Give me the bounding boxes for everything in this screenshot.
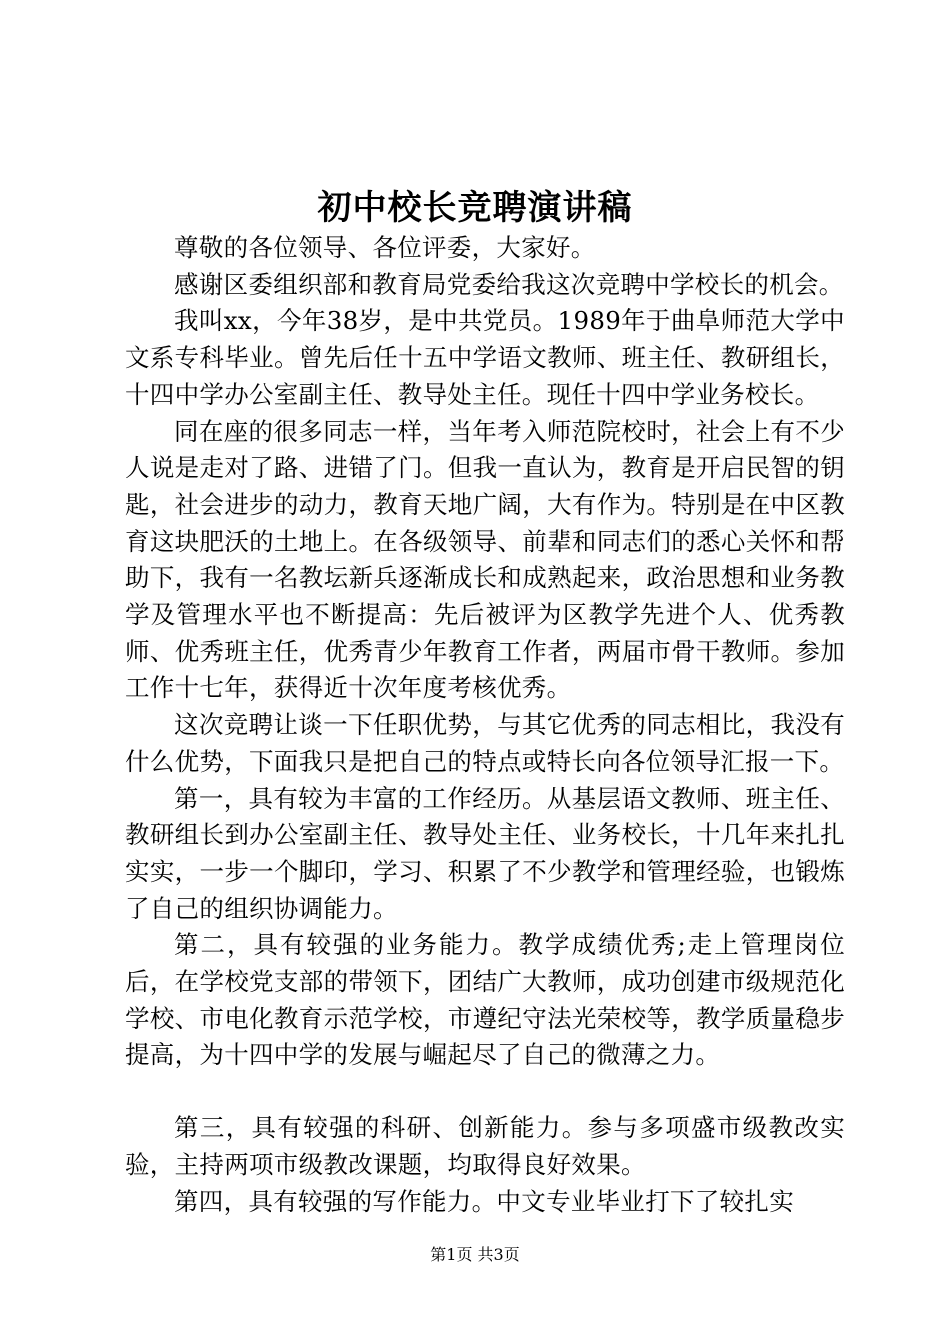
paragraph-advantages-intro: 这次竞聘让谈一下任职优势，与其它优秀的同志相比，我没有什么优势，下面我只是把自己的特点或特长向各位领导汇报一下。	[125, 710, 845, 776]
paragraph-introduction: 我叫xx，今年38岁，是中共党员。1989年于曲阜师范大学中文系专科毕业。曾先后任十五中学语文教师、班主任、教研组长，十四中学办公室副主任、教导处主任。现任十四中学业务校长。	[125, 306, 845, 409]
paragraph-advantage-first: 第一，具有较为丰富的工作经历。从基层语文教师、班主任、教研组长到办公室副主任、教导处主任、业务校长，十几年来扎扎实实，一步一个脚印，学习、积累了不少教学和管理经验，也锻炼了自己的组织协调能力。	[125, 783, 845, 923]
paragraph-greeting: 尊敬的各位领导、各位评委，大家好。	[174, 233, 596, 262]
paragraph-career-background: 同在座的很多同志一样，当年考入师范院校时，社会上有不少人说是走对了路、进错了门。但我一直认为，教育是开启民智的钥匙，社会进步的动力，教育天地广阔，大有作为。特别是在中区教育这块肥沃的土地上。在各级领导、前辈和同志们的悉心关怀和帮助下，我有一名教坛新兵逐渐成长和成熟起来，政治思想和业务教学及管理水平也不断提高：先后被评为区教学先进个人、优秀教师、优秀班主任，优秀青少年教育工作者，两届市骨干教师。参加工作十七年，获得近十次年度考核优秀。	[125, 416, 845, 703]
document-body	[125, 230, 845, 1220]
paragraph-thanks: 感谢区委组织部和教育局党委给我这次竞聘中学校长的机会。	[174, 269, 844, 299]
page-number-footer: 第1页 共3页	[430, 1245, 520, 1264]
paragraph-advantage-second: 第二，具有较强的业务能力。教学成绩优秀;走上管理岗位后，在学校党支部的带领下，团结广大教师，成功创建市级规范化学校、市电化教育示范学校，市遵纪守法光荣校等，教学质量稳步提高，为十四中学的发展与崛起尽了自己的微薄之力。	[125, 930, 845, 1070]
paragraph-spacer	[125, 1074, 845, 1110]
paragraph-advantage-third: 第三，具有较强的科研、创新能力。参与多项盛市级教改实验，主持两项市级教改课题，均取得良好效果。	[125, 1113, 845, 1179]
document-title: 初中校长竞聘演讲稿	[317, 188, 633, 228]
paragraph-advantage-fourth: 第四，具有较强的写作能力。中文专业毕业打下了较扎实	[174, 1186, 794, 1216]
